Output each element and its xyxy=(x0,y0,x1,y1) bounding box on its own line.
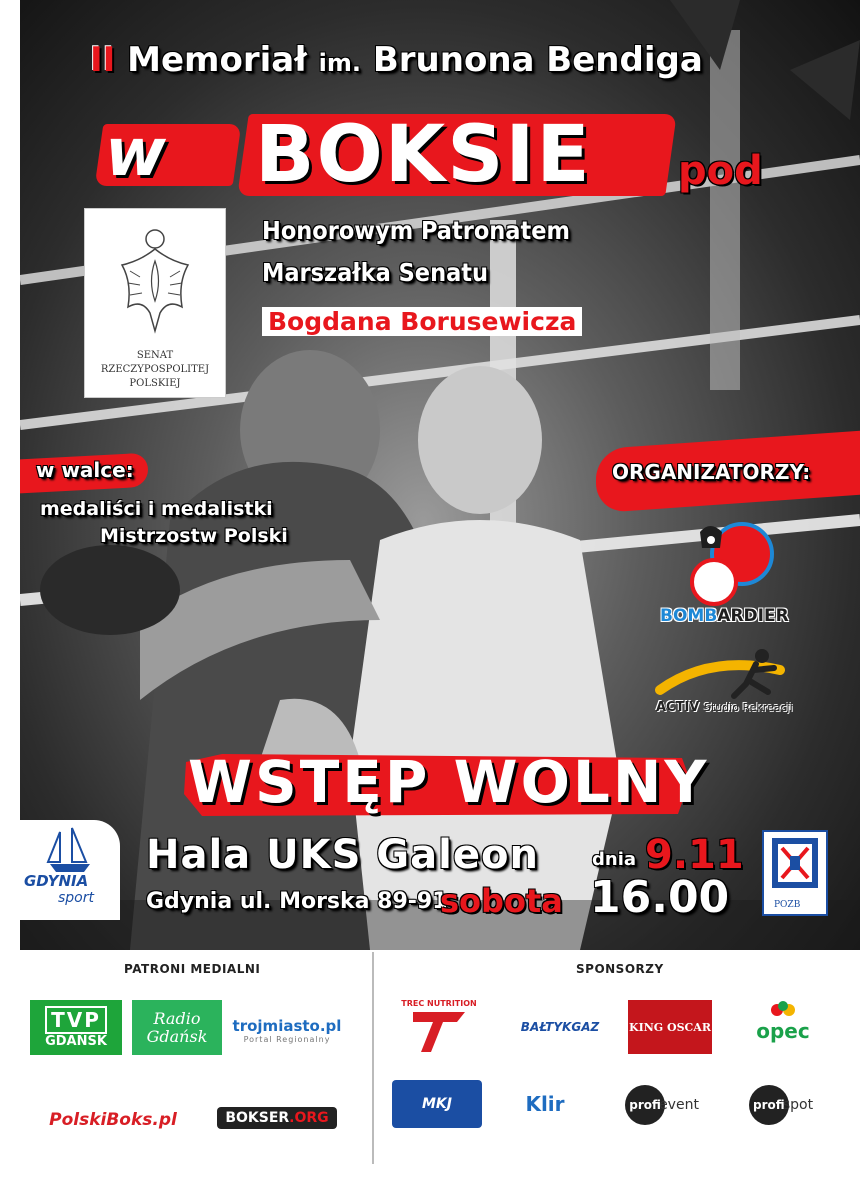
eagle-icon xyxy=(110,221,200,341)
profi-spot-word: spot xyxy=(782,1097,814,1113)
tvp-city: GDAŃSK xyxy=(45,1034,107,1049)
memorial-word: Memoriał xyxy=(127,40,307,80)
profi-spot-logo xyxy=(735,1085,827,1125)
baltykgaz-logo: BAŁTYKGAZ xyxy=(520,1020,600,1034)
trec-nutrition-logo xyxy=(398,995,480,1057)
memorial-name: Brunona Bendiga xyxy=(372,40,703,80)
profi-event-word: event xyxy=(659,1097,699,1113)
patron-name: Bogdana Borusewicza xyxy=(262,307,582,336)
organizers-label: ORGANIZATORZY: xyxy=(612,460,811,484)
entry-label: WSTĘP WOLNY xyxy=(188,748,710,816)
memorial-roman: II xyxy=(90,40,116,80)
memorial-im: im. xyxy=(318,49,362,77)
polskiboks-logo: PolskiBoks.pl xyxy=(49,1110,177,1130)
venue-date: 9.11 xyxy=(645,832,744,878)
media-heading: PATRONI MEDIALNI xyxy=(124,962,261,976)
gdynia-name: GDYNIA xyxy=(24,872,89,890)
radio-gdansk-logo xyxy=(132,1000,222,1055)
trec-mark-icon xyxy=(409,1008,469,1054)
senat-line-1: SENAT xyxy=(136,350,174,361)
headline-pod: pod xyxy=(678,148,763,194)
bokser-a: BOKSER xyxy=(225,1110,290,1126)
profi-spot-mark: profi xyxy=(749,1085,789,1125)
venue-day: sobota xyxy=(440,882,563,920)
bombardier-logo-icon xyxy=(670,512,790,612)
bokser-b: .ORG xyxy=(289,1110,329,1126)
bombardier-label-b: ARDIER xyxy=(717,606,789,626)
activ-label xyxy=(656,700,793,715)
poster-background xyxy=(20,0,860,950)
fight-line-1: medaliści i medalistki xyxy=(40,498,273,520)
headline-w: w xyxy=(105,114,166,191)
pozb-label: POZB xyxy=(774,900,801,910)
bombardier-label-a: BOMB xyxy=(660,606,718,626)
opec-flower-icon xyxy=(768,1001,798,1019)
ship-icon xyxy=(20,820,120,880)
patronage-line-2: Marszałka Senatu xyxy=(262,258,489,287)
activ-name: ACTIV xyxy=(656,700,700,715)
venue-hall: Hala UKS Galeon xyxy=(146,832,539,878)
klir-logo: Klir xyxy=(525,1092,565,1116)
venue-address: Gdynia ul. Morska 89-91 xyxy=(146,889,448,914)
section-divider xyxy=(372,952,374,1164)
senat-line-3: POLSKIEJ xyxy=(129,378,181,389)
radio-line-1: Radio xyxy=(153,1008,201,1028)
opec-logo xyxy=(740,998,826,1046)
fight-line-2: Mistrzostw Polski xyxy=(100,525,288,547)
opec-label: opec xyxy=(756,1019,810,1043)
pozb-emblem-icon xyxy=(764,832,826,894)
trec-label: TREC NUTRITION xyxy=(401,998,477,1008)
mkj-logo: MKJ xyxy=(392,1080,482,1128)
patronage-text xyxy=(262,210,570,294)
patronage-line-1: Honorowym Patronatem xyxy=(262,216,570,245)
profi-event-mark: profi xyxy=(625,1085,665,1125)
profi-event-logo xyxy=(616,1085,708,1125)
bombardier-label xyxy=(660,606,789,626)
trojmiasto-name: trojmiasto.pl xyxy=(232,1017,342,1035)
senat-line-2: RZECZYPOSPOLITEJ xyxy=(100,364,210,375)
headline-boksie: BOKSIE xyxy=(255,110,592,200)
sponsors-heading: SPONSORZY xyxy=(576,962,664,976)
tvp-mark: TVP xyxy=(45,1006,107,1034)
radio-line-2: Gdańsk xyxy=(146,1026,208,1046)
tvp-gdansk-logo xyxy=(30,1000,122,1055)
gdynia-sport: sport xyxy=(58,890,94,906)
venue-time: 16.00 xyxy=(590,872,730,923)
king-oscar-logo: KING OSCAR xyxy=(628,1000,712,1054)
bokser-org-logo xyxy=(217,1107,337,1129)
fight-label: w walce: xyxy=(36,458,134,482)
activ-subtitle: Studio Rekreacji xyxy=(703,701,793,714)
trojmiasto-sub: Portal Regionalny xyxy=(243,1035,331,1044)
trojmiasto-logo xyxy=(232,1008,342,1053)
venue-dnia: dnia xyxy=(592,849,637,870)
senat-emblem xyxy=(84,208,226,398)
memorial-title xyxy=(90,40,703,80)
